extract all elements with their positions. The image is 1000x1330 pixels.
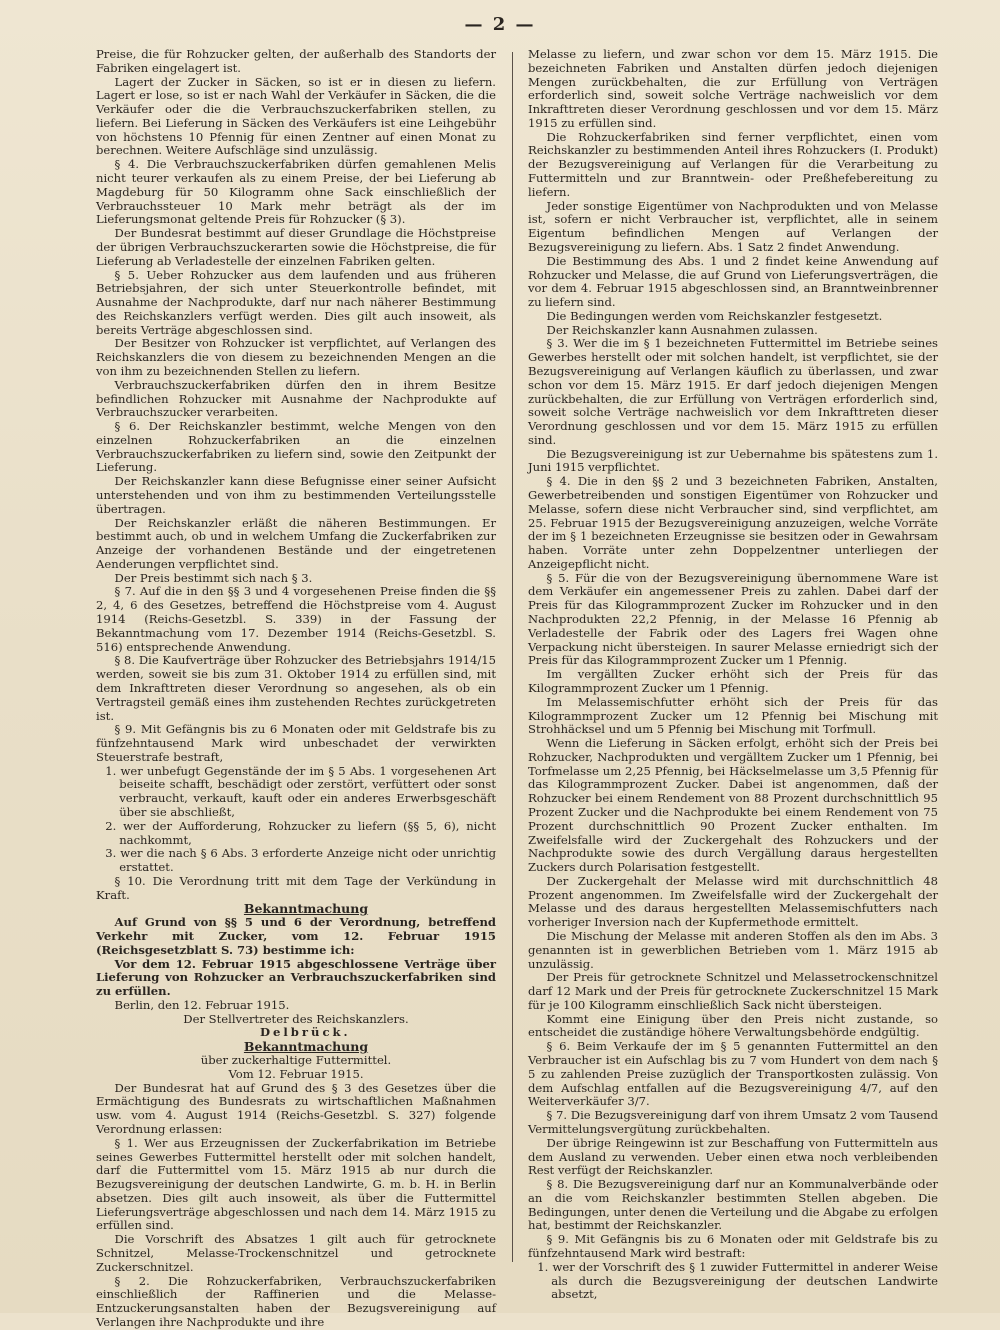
list-block bbox=[96, 820, 496, 848]
page-number: — 2 — bbox=[464, 14, 536, 35]
left-column bbox=[96, 48, 496, 1330]
paragraph: Der Besitzer von Rohzucker ist verpflichtet, auf Verlangen des Reichskanzlers die von diesem zu bezeichnenden Mengen an die von ihm zu bezeichnenden Stellen zu liefern. bbox=[96, 336, 496, 378]
paragraph: § 6. Der Reichskanzler bestimmt, welche Mengen von den einzelnen Rohzuckerfabriken an die einzelnen Verbrauchszuckerfabriken zu liefern sind, sowie den Zeitpunkt der Lieferung. bbox=[96, 419, 496, 475]
paragraph: § 7. Auf die in den §§ 3 und 4 vorgesehenen Preise finden die §§ 2, 4, 6 des Gesetzes, betreffend die Höchstpreise vom 4. August 1914 (Reichs-Gesetzbl. S. 339) in der Fassung der Bekanntmachung vom 17. Dezember 1914 (Reichs-Gesetzbl. S. 516) entsprechende Anwendung. bbox=[96, 584, 496, 654]
list-item: 2. wer der Aufforderung, Rohzucker zu liefern (§§ 5, 6), nicht nachkommt, bbox=[105, 818, 496, 847]
paragraph: Die Bestimmung des Abs. 1 und 2 findet keine Anwendung auf Rohzucker und Melasse, die auf Grund von Lieferungsverträgen, die vor dem 4. Februar 1915 abgeschlossen sind, an Branntweinbrenner zu liefern sind. bbox=[528, 253, 938, 310]
paragraph: Der Reichskanzler kann diese Befugnisse einer seiner Aufsicht unterstehenden und von ihm zu bestimmenden Verteilungsstelle übertragen. bbox=[96, 474, 496, 516]
paragraph: § 8. Die Bezugsvereinigung darf nur an Kommunalverbände oder an die vom Reichskanzler bestimmten Stellen abgeben. Die Bedingungen, unter denen die Verteilung und die Abgabe zu erfolgen hat, bestimmt der Reichskanzler. bbox=[528, 1177, 938, 1233]
signature: Delbrück. bbox=[259, 1025, 351, 1040]
paragraph: Der Bundesrat bestimmt auf dieser Grundlage die Höchstpreise der übrigen Verbrauchszuckerarten sowie die Höchstpreise, die für Lieferung ab Verladestelle der einzelnen Fabriken gelten. bbox=[96, 226, 496, 268]
paragraph: § 5. Ueber Rohzucker aus dem laufenden und aus früheren Betriebsjahren, der sich unter Steuerkontrolle befindet, mit Ausnahme der Nachprodukte, darf nur nach näherer Bestimmung des Reichskanzlers verfügt werden. Dies gilt auch insoweit, als bereits Verträge abgeschlossen sind. bbox=[96, 267, 496, 337]
paragraph: Im vergällten Zucker erhöht sich der Preis für das Kilogrammprozent Zucker um 1 Pfennig. bbox=[528, 667, 938, 695]
continued-paragraph: Melasse zu liefern, und zwar schon vor dem 15. März 1915. Die bezeichneten Fabriken und Anstalten dürfen jedoch diejenigen Mengen zurückbehalten, die zur Erfüllung von Verträgen erforderlich sind, soweit solche Verträge nachweislich vor dem Inkrafttreten dieser Verordnung geschlossen und vor dem 15. März 1915 zu erfüllen sind. bbox=[528, 47, 938, 130]
centered-line: Vom 12. Februar 1915. bbox=[228, 1066, 364, 1081]
list-item: 3. wer die nach § 6 Abs. 3 erforderte Anzeige nicht oder unrichtig erstattet. bbox=[105, 846, 496, 875]
paragraph: Die Vorschrift des Absatzes 1 gilt auch für getrocknete Schnitzel, Melasse-Trockenschnitzel und getrocknete Zuckerschnitzel. bbox=[96, 1232, 496, 1274]
paragraph: § 9. Mit Gefängnis bis zu 6 Monaten oder mit Geldstrafe bis zu fünfzehntausend Mark wird bestraft: bbox=[528, 1232, 938, 1260]
announcement-heading: Bekanntmachung bbox=[243, 901, 369, 917]
list-block bbox=[96, 765, 496, 820]
centered-line: Der Stellvertreter des Reichskanzlers. bbox=[183, 1011, 409, 1026]
paragraph: § 4. Die Verbrauchszuckerfabriken dürfen gemahlenen Melis nicht teurer verkaufen als zu einem Preise, der bei Lieferung ab Magdeburg für 50 Kilogramm ohne Sack einschließlich der Verbrauchssteuer 10 Mark mehr beträgt als der im Lieferungsmonat geltende Preis für Rohzucker (§ 3). bbox=[96, 157, 496, 227]
paragraph: Die Rohzuckerfabriken sind ferner verpflichtet, einen vom Reichskanzler zu bestimmenden Anteil ihres Rohzuckers (I. Produkt) der Bezugsvereinigung auf Verlangen für die Verarbeitung zu Futtermitteln und zur Branntwein- oder Preßhefebereitung zu liefern. bbox=[528, 129, 938, 199]
paragraph: § 5. Für die von der Bezugsvereinigung übernommene Ware ist dem Verkäufer ein angemessener Preis zu zahlen. Dabei darf der Preis für das Kilogrammprozent Zucker im Rohzucker und in den Nachprodukten 22,2 Pfennig, in der Melasse 16 Pfennig ab Verladestelle der Fabrik oder des Lagers frei Wagen ohne Verpackung nicht übersteigen. In saurer Melasse erniedrigt sich der Preis für das Kilogrammprozent Zucker um 1 Pfennig. bbox=[528, 570, 938, 668]
paragraph: § 2. Die Rohzuckerfabriken, Verbrauchszuckerfabriken einschließlich der Raffinerien und die Melasse-Entzuckerungsanstalten haben der Bezugsvereinigung auf Verlangen ihre Nachprodukte und ihre bbox=[96, 1273, 496, 1329]
paragraph: § 7. Die Bezugsvereinigung darf von ihrem Umsatz 2 vom Tausend Vermittelungsvergütung zurückbehalten. bbox=[528, 1108, 938, 1136]
bold-paragraph: Vor dem 12. Februar 1915 abgeschlossene Verträge über Lieferung von Rohzucker an Verbrauchszuckerfabriken sind zu erfüllen. bbox=[96, 956, 496, 999]
paragraph: Der Preis für getrocknete Schnitzel und Melassetrockenschnitzel darf 12 Mark und der Preis für getrocknete Zuckerschnitzel 15 Mark für je 100 Kilogramm einschließlich Sack nicht übersteigen. bbox=[528, 970, 938, 1012]
paragraph: § 4. Die in den §§ 2 und 3 bezeichneten Fabriken, Anstalten, Gewerbetreibenden und sonstigen Eigentümer von Rohzucker und Melasse, sofern diese nicht Verbraucher sind, sind verpflichtet, am 25. Februar 1915 der Bezugsvereinigung anzuzeigen, welche Vorräte der im § 1 bezeichneten Erzeugnisse sie besitzen oder in Gewahrsam haben. Vorräte unter zehn Doppelzentner unterliegen der Anzeigepflicht nicht. bbox=[528, 474, 938, 571]
paragraph: Der Zuckergehalt der Melasse wird mit durchschnittlich 48 Prozent angenommen. Im Zweifelsfalle wird der Zuckergehalt der Melasse und des daraus hergestellten Melassemischfutters nach vorheriger Inversion nach der Kupfermethode ermittelt. bbox=[528, 873, 938, 930]
paragraph: Der Reichskanzler kann Ausnahmen zulassen. bbox=[546, 322, 818, 337]
centered-line: über zuckerhaltige Futtermittel. bbox=[200, 1053, 392, 1068]
paragraph: Verbrauchszuckerfabriken dürfen den in ihrem Besitze befindlichen Rohzucker mit Ausnahme der Nachprodukte auf Verbrauchszucker verarbeiten. bbox=[96, 377, 496, 420]
list-block bbox=[96, 847, 496, 875]
paragraph: § 3. Wer die im § 1 bezeichneten Futtermittel im Betriebe seines Gewerbes herstellt oder mit solchen handelt, ist verpflichtet, sie der Bezugsvereinigung auf Verlangen käuflich zu überlassen, und zwar schon vor dem 15. März 1915. Er darf jedoch diejenigen Mengen zurückbehalten, die zur Erfüllung von Verträgen erforderlich sind, soweit solche Verträge nachweislich vor dem Inkrafttreten dieser Verordnung geschlossen und vor dem 15. März 1915 zu erfüllen sind. bbox=[528, 336, 938, 447]
paragraph: § 1. Wer aus Erzeugnissen der Zuckerfabrikation im Betriebe seines Gewerbes Futtermittel herstellt oder mit solchen handelt, darf die Futtermittel vom 15. März 1915 ab nur durch die Bezugsvereinigung der deutschen Landwirte, G. m. b. H. in Berlin absetzen. Dies gilt auch insoweit, als über die Futtermittel Lieferungsverträge abgeschlossen und nach dem 14. März 1915 zu erfüllen sind. bbox=[96, 1135, 496, 1233]
paragraph: Der übrige Reingewinn ist zur Beschaffung von Futtermitteln aus dem Ausland zu verwenden. Ueber einen etwa noch verbleibenden Rest verfügt der Reichskanzler. bbox=[528, 1135, 938, 1178]
continued-paragraph: Preise, die für Rohzucker gelten, der außerhalb des Standorts der Fabriken eingelagert ist. bbox=[96, 47, 496, 75]
column-divider bbox=[512, 52, 513, 1262]
announcement-heading: Bekanntmachung bbox=[243, 1039, 369, 1055]
paragraph: Die Bedingungen werden vom Reichskanzler festgesetzt. bbox=[546, 308, 883, 323]
paragraph: Der Bundesrat hat auf Grund des § 3 des Gesetzes über die Ermächtigung des Bundesrats zu wirtschaftlichen Maßnahmen usw. vom 4. August 1914 (Reichs-Gesetzbl. S. 327) folgende Verordnung erlassen: bbox=[96, 1080, 496, 1136]
paragraph: Die Mischung der Melasse mit anderen Stoffen als den im Abs. 3 genannten ist in gewerblichen Betrieben vom 1. März 1915 ab unzulässig. bbox=[528, 929, 938, 971]
list-item: 1. wer unbefugt Gegenstände der im § 5 Abs. 1 vorgesehenen Art beiseite schafft, beschädigt oder zerstört, verfüttert oder sonst verbraucht, verkauft, kauft oder ein anderes Erwerbsgeschäft über sie abschließt, bbox=[105, 763, 496, 819]
bold-paragraph: Auf Grund von §§ 5 und 6 der Verordnung, betreffend Verkehr mit Zucker, vom 12. Februar 1915 (Reichsgesetzblatt S. 73) bestimme ich: bbox=[96, 915, 496, 957]
paragraph: Wenn die Lieferung in Säcken erfolgt, erhöht sich der Preis bei Rohzucker, Nachprodukten und vergälltem Zucker um 1 Pfennig, bei Torfmelasse um 2,25 Pfennig, bei Häckselmelasse um 3,5 Pfennig für das Kilogrammprozent Zucker. Dabei ist angenommen, daß der Rohzucker bei einem Rendement von 88 Prozent durchschnittlich 95 Prozent Zucker und die Nachprodukte bei einem Rendement von 75 Prozent durchschnittlich 90 Prozent Zucker enthalten. Im Zweifelsfalle wird der Zuckergehalt des Rohzuckers und der Nachprodukte sowie des durch Vergällung daraus hergestellten Zuckers durch Polarisation festgestellt. bbox=[528, 736, 938, 875]
paragraph: § 6. Beim Verkaufe der im § 5 genannten Futtermittel an den Verbraucher ist ein Aufschlag bis zu 7 vom Hundert von dem nach § 5 zu zahlenden Preise zuzüglich der Transportkosten zulässig. Von dem Aufschlag entfallen auf die Bezugsvereinigung 4/7, auf den Weiterverkäufer 3/7. bbox=[528, 1039, 938, 1109]
paragraph: § 9. Mit Gefängnis bis zu 6 Monaten oder mit Geldstrafe bis zu fünfzehntausend Mark wird unbeschadet der verwirkten Steuerstrafe bestraft, bbox=[96, 722, 496, 764]
paragraph: § 8. Die Kaufverträge über Rohzucker des Betriebsjahrs 1914/15 werden, soweit sie bis zum 31. Oktober 1914 zu erfüllen sind, mit dem Inkrafttreten dieser Verordnung so angesehen, als ob ein Vertragsteil gemäß eines ihm zustehenden Rechtes zurückgetreten ist. bbox=[96, 653, 496, 723]
right-column bbox=[528, 48, 938, 1302]
paragraph: Kommt eine Einigung über den Preis nicht zustande, so entscheidet die zuständige höhere Verwaltungsbehörde endgültig. bbox=[528, 1011, 938, 1040]
list-block bbox=[528, 1261, 938, 1302]
paragraph: Der Preis bestimmt sich nach § 3. bbox=[114, 570, 313, 585]
paragraph: Lagert der Zucker in Säcken, so ist er in diesen zu liefern. Lagert er lose, so ist er nach Wahl der Verkäufer in Säcken, die die Verkäufer oder die die Verbrauchszuckerfabriken stellen, zu liefern. Bei Lieferung in Säcken des Verkäufers ist eine Leihgebühr von höchstens 10 Pfennig für einen Zentner auf einen Monat zu berechnen. Weitere Aufschläge sind unzulässig. bbox=[96, 74, 496, 158]
paragraph: § 10. Die Verordnung tritt mit dem Tage der Verkündung in Kraft. bbox=[96, 873, 496, 902]
paragraph: Der Reichskanzler erläßt die näheren Bestimmungen. Er bestimmt auch, ob und in welchem Umfang die Zuckerfabriken zur Anzeige der vorhandenen Bestände und der eingetretenen Aenderungen verpflichtet sind. bbox=[96, 515, 496, 571]
paragraph: Jeder sonstige Eigentümer von Nachprodukten und von Melasse ist, sofern er nicht Verbraucher ist, verpflichtet, alle in seinem Eigentum befindlichen Mengen auf Verlangen der Bezugsvereinigung zu liefern. Abs. 1 Satz 2 findet Anwendung. bbox=[528, 198, 938, 254]
list-item: 1. wer der Vorschrift des § 1 zuwider Futtermittel in anderer Weise als durch die Bezugsvereinigung der deutschen Landwirte absetzt, bbox=[537, 1259, 938, 1302]
paragraph: Die Bezugsvereinigung ist zur Uebernahme bis spätestens zum 1. Juni 1915 verpflichtet. bbox=[528, 446, 938, 475]
paragraph: Berlin, den 12. Februar 1915. bbox=[114, 997, 290, 1012]
paragraph: Im Melassemischfutter erhöht sich der Preis für das Kilogrammprozent Zucker um 12 Pfennig bei Mischung mit Strohhäcksel und um 5 Pfennig bei Mischung mit Torfmull. bbox=[528, 694, 938, 737]
